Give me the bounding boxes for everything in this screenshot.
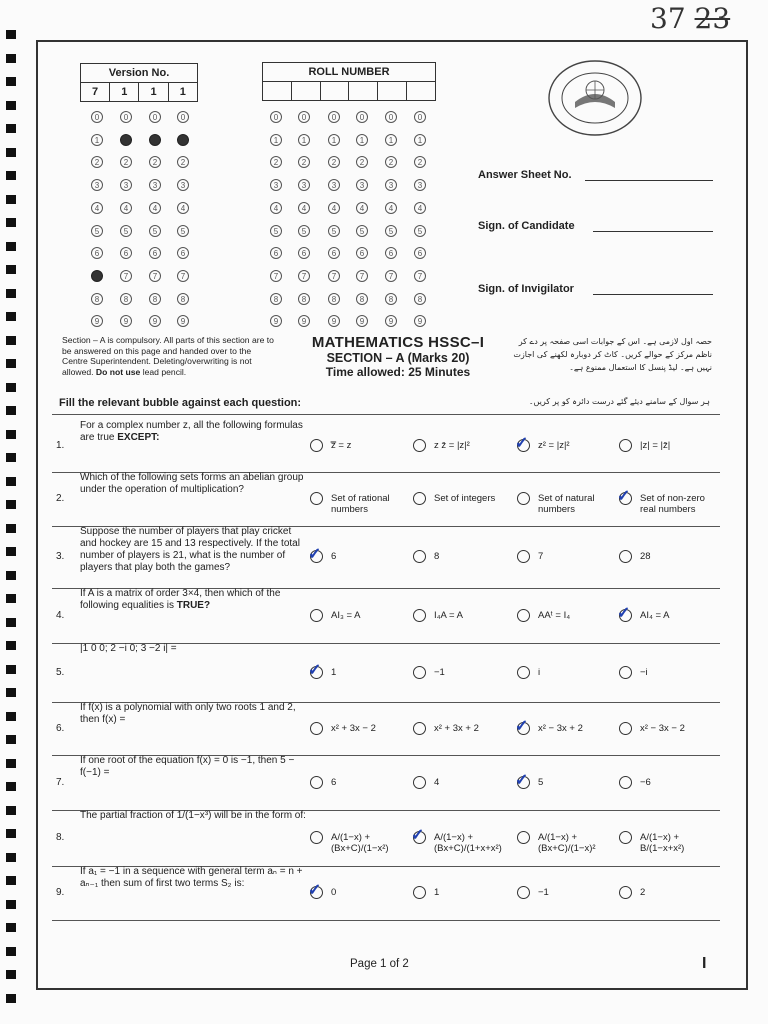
question-stem: If a₁ = −1 in a sequence with general term aₙ = n + aₙ₋₁ then sum of first two terms S₂ is:	[80, 866, 303, 889]
registration-mark	[6, 594, 16, 603]
roll-bubble[interactable]: 4	[414, 202, 426, 214]
version-bubble[interactable]: 0	[177, 111, 189, 123]
roll-bubble[interactable]: 8	[356, 293, 368, 305]
question-text	[80, 588, 310, 612]
question-text	[80, 643, 310, 655]
roll-bubble[interactable]: 3	[328, 179, 340, 191]
option-label: x² + 3x + 2	[434, 722, 479, 734]
question-row	[52, 420, 720, 473]
registration-mark	[6, 171, 16, 180]
version-bubble[interactable]: 9	[91, 315, 103, 327]
answer-sheet-field[interactable]	[585, 180, 713, 181]
pen-mark-icon: ✓	[308, 661, 322, 679]
question-stem: If f(x) is a polynomial with only two roots 1 and 2, then f(x) =	[80, 702, 296, 725]
question-stem: Suppose the number of players that play cricket and hockey are 15 and 13 respectively. If the total number of players is 21, what is the number of players that play both the games?	[80, 526, 300, 573]
roll-bubble[interactable]: 0	[414, 111, 426, 123]
option-label: i	[538, 666, 541, 678]
option-bubble[interactable]	[517, 831, 530, 844]
registration-mark	[6, 477, 16, 486]
option-label: 5	[538, 776, 544, 788]
registration-mark	[6, 735, 16, 744]
option-label: z² = |z|²	[538, 440, 570, 451]
registration-mark	[6, 195, 16, 204]
version-digit: 1	[110, 83, 139, 102]
option-label: −1	[434, 666, 445, 678]
option-bubble[interactable]	[310, 831, 323, 844]
question-number: 4.	[56, 609, 65, 621]
option-bubble[interactable]	[413, 492, 426, 505]
roll-bubble[interactable]: 1	[328, 134, 340, 146]
version-bubble[interactable]: 6	[149, 247, 161, 259]
roll-bubble[interactable]: 5	[385, 225, 397, 237]
roll-bubble[interactable]: 5	[328, 225, 340, 237]
option-label: 0	[331, 887, 337, 898]
option-label: Set of integers	[434, 493, 496, 504]
roll-bubble[interactable]: 4	[270, 202, 282, 214]
registration-mark	[6, 289, 16, 298]
question-number: 5.	[56, 666, 65, 678]
registration-mark	[6, 124, 16, 133]
seal-emblem	[545, 58, 645, 138]
roll-bubble[interactable]: 9	[414, 315, 426, 327]
version-bubble[interactable]: 8	[91, 293, 103, 305]
question-number: 9.	[56, 887, 65, 898]
roll-bubble[interactable]: 0	[298, 111, 310, 123]
pen-mark-icon: ✓	[411, 827, 425, 844]
registration-mark	[6, 336, 16, 345]
roll-cell[interactable]	[407, 82, 436, 101]
version-bubble[interactable]: 2	[149, 156, 161, 168]
version-bubble[interactable]: 7	[120, 270, 132, 282]
version-bubble[interactable]: 7	[177, 270, 189, 282]
roll-bubble[interactable]: 4	[328, 202, 340, 214]
roll-bubble[interactable]: 6	[328, 247, 340, 259]
version-bubble[interactable]: 0	[120, 111, 132, 123]
option-bubble[interactable]	[619, 776, 632, 789]
version-bubble[interactable]: 4	[91, 202, 103, 214]
roll-bubble[interactable]: 8	[414, 293, 426, 305]
option-bubble[interactable]	[517, 666, 530, 679]
option-label: 1	[331, 666, 337, 678]
sign-candidate-label: Sign. of Candidate	[478, 220, 575, 232]
roll-bubble[interactable]: 2	[298, 156, 310, 168]
page-number: Page 1 of 2	[350, 958, 409, 970]
roll-cell[interactable]	[349, 82, 378, 101]
registration-mark	[6, 876, 16, 885]
question-stem: The partial fraction of 1/(1−x³) will be in the form of:	[80, 810, 306, 821]
version-bubble[interactable]: 1	[91, 134, 103, 146]
registration-mark	[6, 618, 16, 627]
roll-bubble[interactable]: 6	[270, 247, 282, 259]
version-bubble[interactable]: 4	[177, 202, 189, 214]
question-text	[80, 472, 310, 496]
registration-mark	[6, 242, 16, 251]
sign-candidate-field[interactable]	[593, 231, 713, 232]
question-emphasis: TRUE?	[176, 600, 211, 611]
roll-bubble[interactable]: 7	[356, 270, 368, 282]
version-bubble[interactable]: 0	[91, 111, 103, 123]
option-bubble[interactable]	[413, 609, 426, 622]
option-label: 1	[434, 887, 440, 898]
option-label: 2	[640, 887, 646, 898]
option-label: Set of rational numbers	[331, 493, 390, 515]
roll-bubble[interactable]: 1	[414, 134, 426, 146]
roll-bubble[interactable]: 8	[328, 293, 340, 305]
registration-mark	[6, 524, 16, 533]
roll-bubble[interactable]: 9	[298, 315, 310, 327]
option-bubble[interactable]	[619, 439, 632, 452]
instructions-left	[62, 335, 278, 377]
exam-header	[288, 334, 508, 379]
option-label: z̿ = z	[331, 440, 352, 451]
registration-mark	[6, 148, 16, 157]
sign-invigilator-field[interactable]	[593, 294, 713, 295]
corner-annotation-text: 37	[650, 2, 695, 35]
pen-mark-icon: ✓	[617, 604, 631, 622]
roll-bubble[interactable]: 1	[298, 134, 310, 146]
registration-mark	[6, 430, 16, 439]
registration-mark	[6, 853, 16, 862]
instructions-end: lead pencil.	[142, 366, 187, 377]
roll-bubble[interactable]: 3	[298, 179, 310, 191]
question-text	[80, 702, 310, 726]
version-digit: 1	[168, 83, 197, 102]
option-bubble[interactable]	[619, 550, 632, 563]
pen-mark-icon: ✓	[515, 717, 529, 735]
option-bubble[interactable]	[413, 722, 426, 735]
roll-bubble[interactable]: 2	[414, 156, 426, 168]
registration-mark	[6, 30, 16, 39]
option-label: Set of natural numbers	[538, 493, 595, 515]
question-number: 8.	[56, 832, 65, 843]
option-bubble[interactable]	[619, 831, 632, 844]
version-bubble[interactable]: 4	[149, 202, 161, 214]
question-text	[80, 526, 310, 574]
option-label: 7	[538, 551, 544, 562]
roll-number-box	[262, 62, 436, 101]
question-row	[52, 472, 720, 527]
option-label: AI₄ = A	[640, 609, 670, 621]
fill-prompt: Fill the relevant bubble against each question:	[59, 397, 302, 409]
registration-mark	[6, 923, 16, 932]
version-digit: 7	[81, 83, 110, 102]
registration-mark	[6, 265, 16, 274]
version-bubble[interactable]: 5	[149, 225, 161, 237]
version-bubble[interactable]: 6	[91, 247, 103, 259]
question-stem: If A is a matrix of order 3×4, then which of the following equalities is	[80, 588, 281, 611]
registration-mark	[6, 406, 16, 415]
roll-bubble[interactable]: 4	[298, 202, 310, 214]
registration-mark	[6, 947, 16, 956]
fill-prompt-urdu: ہر سوال کے سامنے دیئے گئے درست دائرہ کو پر کریں۔	[528, 397, 710, 406]
version-bubble[interactable]: 5	[120, 225, 132, 237]
option-label: −i	[640, 666, 648, 678]
roll-bubble[interactable]: 5	[298, 225, 310, 237]
option-bubble[interactable]	[517, 550, 530, 563]
version-bubble[interactable]: 5	[91, 225, 103, 237]
roll-bubble[interactable]: 4	[356, 202, 368, 214]
registration-mark	[6, 312, 16, 321]
option-bubble[interactable]	[619, 886, 632, 899]
option-bubble[interactable]	[517, 609, 530, 622]
question-number: 7.	[56, 776, 65, 788]
version-bubble[interactable]: 3	[91, 179, 103, 191]
roll-bubble[interactable]: 6	[298, 247, 310, 259]
option-bubble[interactable]	[310, 609, 323, 622]
version-bubble[interactable]: 2	[120, 156, 132, 168]
option-label: −1	[538, 887, 549, 898]
registration-mark	[6, 665, 16, 674]
option-label: A/(1−x) + (Bx+C)/(1−x)²	[538, 832, 596, 854]
registration-mark	[6, 900, 16, 909]
registration-mark	[6, 688, 16, 697]
pen-mark-icon: ✓	[515, 435, 529, 452]
version-bubble[interactable]: 6	[120, 247, 132, 259]
option-bubble[interactable]	[413, 886, 426, 899]
question-text	[80, 866, 310, 890]
question-stem: Which of the following sets forms an abelian group under the operation of multiplication?	[80, 472, 304, 495]
version-bubble[interactable]: 1	[120, 134, 132, 146]
option-bubble[interactable]	[310, 776, 323, 789]
roll-bubble[interactable]: 2	[270, 156, 282, 168]
option-label: A/(1−x) + B/(1−x+x²)	[640, 832, 685, 854]
roll-cell[interactable]	[263, 82, 292, 101]
instructions-text: Section – A is compulsory. All parts of this section are to be answered on this page and handed over to the Centre Superintendent. Deleting/overwriting is not allowed.	[62, 335, 274, 377]
roll-bubble[interactable]: 8	[270, 293, 282, 305]
exam-section: SECTION – A (Marks 20)	[326, 351, 470, 365]
question-number: 1.	[56, 440, 65, 451]
version-bubble[interactable]: 0	[149, 111, 161, 123]
option-label: 6	[331, 776, 337, 788]
question-row	[52, 810, 720, 867]
registration-mark	[6, 806, 16, 815]
registration-mark	[6, 383, 16, 392]
roll-bubble[interactable]: 2	[328, 156, 340, 168]
roll-bubble[interactable]: 0	[385, 111, 397, 123]
registration-mark	[6, 641, 16, 650]
version-bubble[interactable]: 6	[177, 247, 189, 259]
version-bubble[interactable]: 4	[120, 202, 132, 214]
option-label: 28	[640, 551, 651, 562]
roll-bubble[interactable]: 2	[385, 156, 397, 168]
roll-bubble[interactable]: 7	[385, 270, 397, 282]
roll-bubble[interactable]: 1	[270, 134, 282, 146]
option-label: z z̄ = |z|²	[434, 440, 470, 451]
option-label: A/(1−x) + (Bx+C)/(1+x+x²)	[434, 832, 502, 854]
registration-mark	[6, 571, 16, 580]
question-row	[52, 588, 720, 644]
pen-mark-icon: ✓	[617, 488, 631, 505]
registration-mark	[6, 77, 16, 86]
registration-mark	[6, 547, 16, 556]
roll-bubble[interactable]: 8	[385, 293, 397, 305]
version-bubble[interactable]: 8	[149, 293, 161, 305]
roll-cell[interactable]	[320, 82, 349, 101]
sign-invigilator-label: Sign. of Invigilator	[478, 283, 574, 295]
roll-bubble[interactable]: 7	[270, 270, 282, 282]
question-row	[52, 643, 720, 703]
question-text	[80, 810, 310, 822]
question-text	[80, 420, 310, 444]
version-bubble[interactable]: 9	[149, 315, 161, 327]
question-row	[52, 702, 720, 756]
option-bubble[interactable]	[619, 666, 632, 679]
roll-bubble[interactable]: 1	[356, 134, 368, 146]
option-bubble[interactable]	[310, 492, 323, 505]
roll-bubble[interactable]: 7	[298, 270, 310, 282]
option-bubble[interactable]	[310, 722, 323, 735]
version-bubble[interactable]: 2	[91, 156, 103, 168]
option-label: AI₃ = A	[331, 609, 361, 621]
option-label: 6	[331, 551, 337, 562]
pen-mark-icon: ✓	[308, 882, 322, 899]
version-digit: 1	[139, 83, 168, 102]
roll-bubble[interactable]: 9	[270, 315, 282, 327]
option-bubble[interactable]	[517, 886, 530, 899]
roll-cell[interactable]	[378, 82, 407, 101]
roll-bubble[interactable]: 5	[270, 225, 282, 237]
exam-title: MATHEMATICS HSSC–I	[311, 334, 485, 351]
registration-mark	[6, 359, 16, 368]
roll-bubble[interactable]: 9	[328, 315, 340, 327]
question-row	[52, 866, 720, 921]
roll-bubble[interactable]: 3	[270, 179, 282, 191]
question-stem: |1 0 0; 2 −i 0; 3 −2 i| =	[80, 643, 177, 654]
exam-time: Time allowed: 25 Minutes	[325, 365, 471, 379]
registration-mark	[6, 829, 16, 838]
instructions-urdu: حصہ اول لازمی ہے۔ اس کے جوابات اسی صفحہ پر دے کر ناظم مرکز کے حوالے کریں۔ کاٹ کر دوبارہ لکھنے کی اجازت نہیں ہے۔ لیڈ پنسل کا استعمال ممنوع ہے۔	[513, 337, 712, 372]
version-box	[80, 63, 198, 102]
version-bubble[interactable]: 3	[149, 179, 161, 191]
roll-bubble[interactable]: 2	[356, 156, 368, 168]
version-bubble[interactable]: 7	[91, 270, 103, 282]
registration-mark	[6, 782, 16, 791]
version-bubble[interactable]: 3	[120, 179, 132, 191]
roll-bubble[interactable]: 0	[328, 111, 340, 123]
registration-mark	[6, 101, 16, 110]
question-stem: If one root of the equation f(x) = 0 is −1, then 5 − f(−1) =	[80, 755, 295, 778]
registration-mark	[6, 453, 16, 462]
version-bubble[interactable]: 9	[177, 315, 189, 327]
roll-number-label: ROLL NUMBER	[263, 63, 436, 82]
registration-mark	[6, 712, 16, 721]
roll-bubble[interactable]: 5	[356, 225, 368, 237]
question-number: 3.	[56, 551, 65, 562]
prompt-divider	[52, 414, 720, 415]
version-bubble[interactable]: 3	[177, 179, 189, 191]
option-label: x² − 3x + 2	[538, 722, 583, 734]
pen-mark-icon: ✓	[515, 771, 529, 789]
version-bubble[interactable]: 1	[177, 134, 189, 146]
option-label: |z| = |z̄|	[640, 440, 671, 451]
option-bubble[interactable]	[413, 666, 426, 679]
option-label: I₄A = A	[434, 609, 463, 621]
option-bubble[interactable]	[517, 492, 530, 505]
roll-bubble[interactable]: 1	[385, 134, 397, 146]
question-number: 6.	[56, 722, 65, 734]
version-bubble[interactable]: 1	[149, 134, 161, 146]
version-bubble[interactable]: 9	[120, 315, 132, 327]
corner-annotation: 37 23	[650, 2, 731, 35]
version-bubble[interactable]: 8	[177, 293, 189, 305]
roll-bubble[interactable]: 9	[385, 315, 397, 327]
question-row	[52, 526, 720, 589]
registration-mark	[6, 500, 16, 509]
roll-bubble[interactable]: 0	[356, 111, 368, 123]
roll-bubble[interactable]: 6	[356, 247, 368, 259]
question-stem: For a complex number z, all the following formulas are true	[80, 420, 303, 443]
registration-mark	[6, 54, 16, 63]
version-bubble[interactable]: 7	[149, 270, 161, 282]
option-bubble[interactable]	[413, 550, 426, 563]
option-label: 8	[434, 551, 440, 562]
option-label: Set of non-zero real numbers	[640, 493, 705, 515]
registration-mark	[6, 218, 16, 227]
question-number: 2.	[56, 493, 65, 504]
roll-bubble[interactable]: 3	[414, 179, 426, 191]
option-label: −6	[640, 776, 651, 788]
board-seal	[545, 58, 645, 138]
version-bubble[interactable]: 2	[177, 156, 189, 168]
registration-mark	[6, 994, 16, 1003]
roll-bubble[interactable]: 3	[385, 179, 397, 191]
option-label: A/(1−x) + (Bx+C)/(1−x²)	[331, 832, 389, 854]
roll-bubble[interactable]: 4	[385, 202, 397, 214]
option-label: 4	[434, 776, 440, 788]
roll-bubble[interactable]: 7	[414, 270, 426, 282]
option-bubble[interactable]	[310, 439, 323, 452]
question-emphasis: EXCEPT:	[117, 432, 160, 443]
registration-mark	[6, 970, 16, 979]
option-label: x² + 3x − 2	[331, 722, 376, 734]
question-row	[52, 755, 720, 811]
version-bubble[interactable]: 5	[177, 225, 189, 237]
option-label: x² − 3x − 2	[640, 722, 685, 734]
instructions-bold: Do not use	[95, 366, 141, 377]
roll-bubble[interactable]: 7	[328, 270, 340, 282]
option-bubble[interactable]	[413, 776, 426, 789]
version-label: Version No.	[81, 64, 198, 83]
question-text	[80, 755, 310, 779]
roll-bubble[interactable]: 3	[356, 179, 368, 191]
roll-bubble[interactable]: 6	[385, 247, 397, 259]
option-bubble[interactable]	[619, 722, 632, 735]
page-end-mark: I	[702, 955, 707, 972]
roll-bubble[interactable]: 5	[414, 225, 426, 237]
roll-bubble[interactable]: 6	[414, 247, 426, 259]
roll-bubble[interactable]: 8	[298, 293, 310, 305]
roll-bubble[interactable]: 0	[270, 111, 282, 123]
answer-sheet-label: Answer Sheet No.	[478, 169, 572, 181]
option-label: AAᵗ = I₄	[538, 609, 571, 621]
roll-bubble[interactable]: 9	[356, 315, 368, 327]
pen-mark-icon: ✓	[308, 546, 322, 563]
version-bubble[interactable]: 8	[120, 293, 132, 305]
roll-cell[interactable]	[291, 82, 320, 101]
registration-mark	[6, 759, 16, 768]
option-bubble[interactable]	[413, 439, 426, 452]
